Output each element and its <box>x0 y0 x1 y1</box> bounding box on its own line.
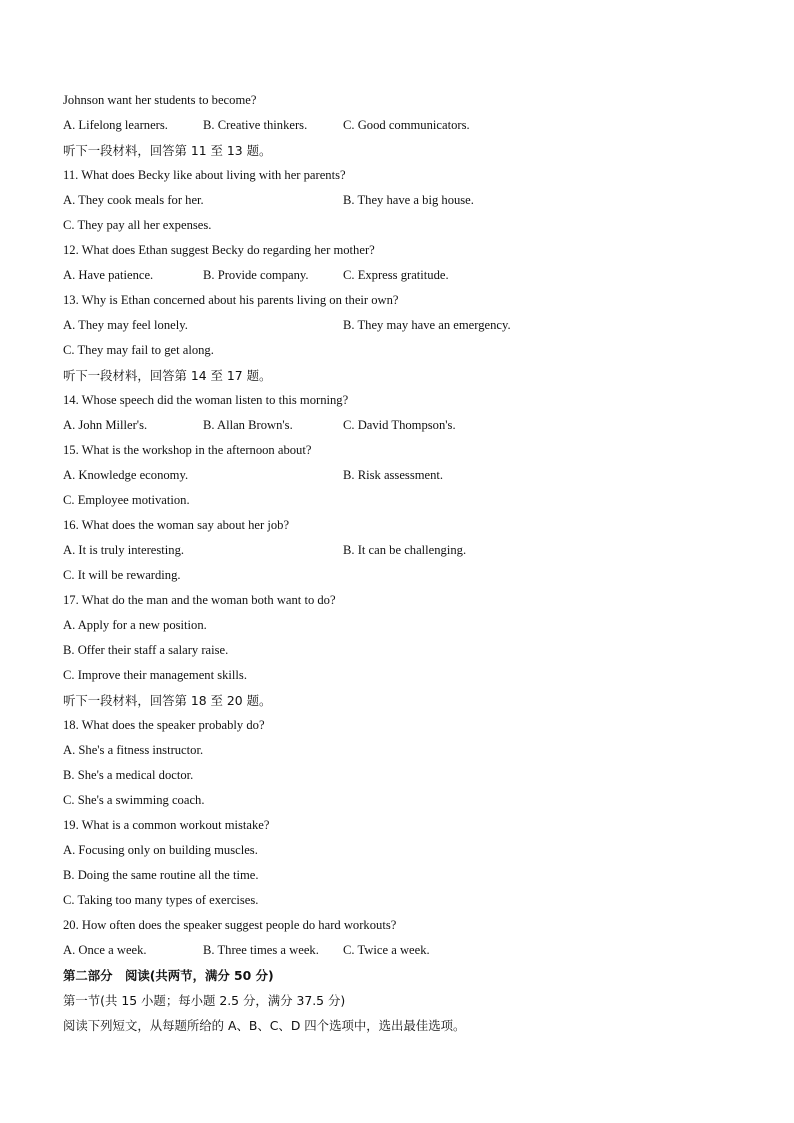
option-a: A. Knowledge economy. <box>63 468 189 482</box>
question-19-option-b: B. Doing the same routine all the time. <box>63 868 259 882</box>
question-17: 17. What do the man and the woman both want to do? <box>63 593 336 607</box>
question-20: 20. How often does the speaker suggest people do hard workouts? <box>63 918 397 932</box>
section-instruction-14-17: 听下一段材料，回答第 14 至 17 题。 <box>63 368 272 383</box>
question-14: 14. Whose speech did the woman listen to this morning? <box>63 393 349 407</box>
part-two-heading: 第二部分 阅读(共两节，满分 50 分) <box>63 968 274 983</box>
question-10-stem-continuation: Johnson want her students to become? <box>63 93 257 107</box>
question-16-option-c: C. It will be rewarding. <box>63 568 181 582</box>
option-b: B. Allan Brown's. <box>203 418 293 432</box>
option-b: B. They may have an emergency. <box>343 318 511 332</box>
option-b: B. It can be challenging. <box>343 543 467 557</box>
option-b: B. Risk assessment. <box>343 468 444 482</box>
option-b: B. Provide company. <box>203 268 309 282</box>
question-14-options <box>63 413 743 438</box>
option-c: C. Good communicators. <box>343 118 470 132</box>
option-c: C. David Thompson's. <box>343 418 456 432</box>
option-b: B. They have a big house. <box>343 193 474 207</box>
question-16-options-ab <box>63 538 743 563</box>
question-19: 19. What is a common workout mistake? <box>63 818 270 832</box>
option-a: A. It is truly interesting. <box>63 543 185 557</box>
option-a: A. They may feel lonely. <box>63 318 188 332</box>
question-17-option-a: A. Apply for a new position. <box>63 618 207 632</box>
question-12: 12. What does Ethan suggest Becky do regarding her mother? <box>63 243 375 257</box>
option-a: A. John Miller's. <box>63 418 148 432</box>
option-b: B. Creative thinkers. <box>203 118 308 132</box>
section-instruction-18-20: 听下一段材料，回答第 18 至 20 题。 <box>63 693 272 708</box>
question-15: 15. What is the workshop in the afternoon about? <box>63 443 312 457</box>
question-10-options <box>63 113 743 138</box>
question-17-option-c: C. Improve their management skills. <box>63 668 247 682</box>
question-11-option-c: C. They pay all her expenses. <box>63 218 212 232</box>
question-18: 18. What does the speaker probably do? <box>63 718 265 732</box>
question-12-options <box>63 263 743 288</box>
option-a: A. Once a week. <box>63 943 147 957</box>
option-c: C. Twice a week. <box>343 943 430 957</box>
option-a: A. They cook meals for her. <box>63 193 204 207</box>
question-13-option-c: C. They may fail to get along. <box>63 343 214 357</box>
option-a: A. Lifelong learners. <box>63 118 168 132</box>
question-19-option-c: C. Taking too many types of exercises. <box>63 893 259 907</box>
question-11-options-ab <box>63 188 743 213</box>
option-b: B. Three times a week. <box>203 943 319 957</box>
question-18-option-a: A. She's a fitness instructor. <box>63 743 204 757</box>
question-18-option-b: B. She's a medical doctor. <box>63 768 194 782</box>
reading-instruction: 阅读下列短文，从每题所给的 A、B、C、D 四个选项中，选出最佳选项。 <box>63 1018 466 1033</box>
question-16: 16. What does the woman say about her job? <box>63 518 290 532</box>
question-11: 11. What does Becky like about living with her parents? <box>63 168 346 182</box>
question-13: 13. Why is Ethan concerned about his parents living on their own? <box>63 293 399 307</box>
question-17-option-b: B. Offer their staff a salary raise. <box>63 643 229 657</box>
question-15-options-ab <box>63 463 743 488</box>
section-instruction-11-13: 听下一段材料，回答第 11 至 13 题。 <box>63 143 272 158</box>
document-page <box>63 88 743 1038</box>
question-13-options-ab <box>63 313 743 338</box>
section-one-heading: 第一节(共 15 小题；每小题 2.5 分，满分 37.5 分) <box>63 993 346 1008</box>
question-18-option-c: C. She's a swimming coach. <box>63 793 205 807</box>
question-19-option-a: A. Focusing only on building muscles. <box>63 843 258 857</box>
question-20-options <box>63 938 743 963</box>
option-c: C. Express gratitude. <box>343 268 449 282</box>
question-15-option-c: C. Employee motivation. <box>63 493 190 507</box>
option-a: A. Have patience. <box>63 268 154 282</box>
